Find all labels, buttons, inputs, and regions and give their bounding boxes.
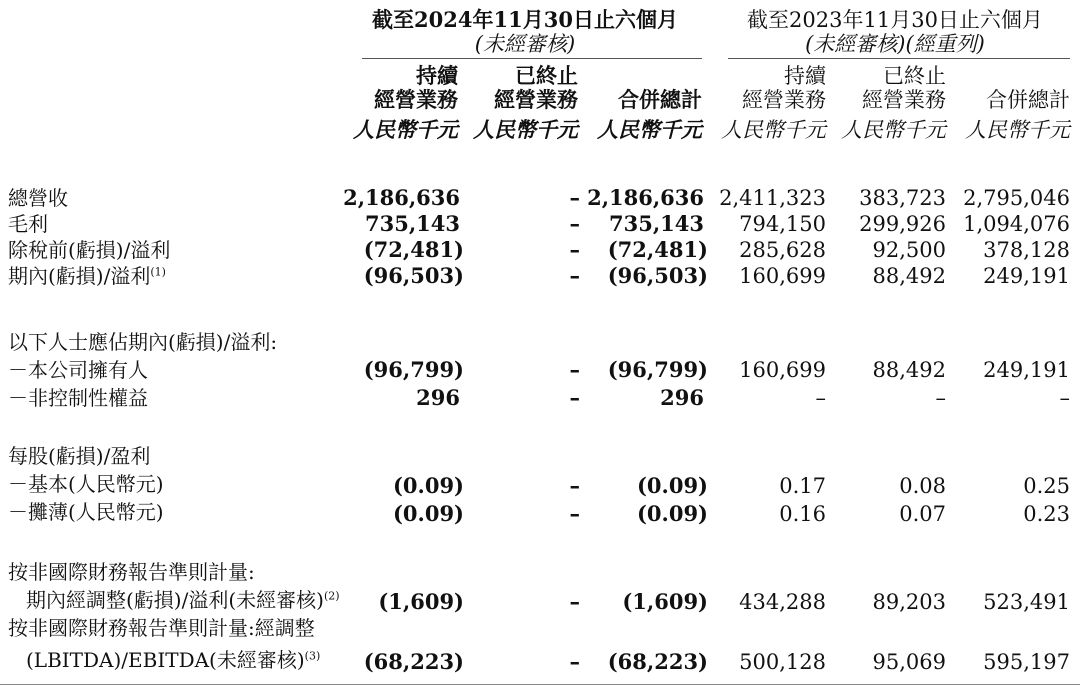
section-attributable: 以下人士應佔期內(虧損)/溢利: xyxy=(8,330,278,354)
col4-header-unit: 人民幣千元 xyxy=(721,118,826,142)
row11-c5: 89,203 xyxy=(872,590,946,614)
row6-c3: 296 xyxy=(660,385,704,410)
row5-c5: 88,492 xyxy=(872,358,946,382)
row9-c3: (0.09) xyxy=(636,501,708,526)
footnote-2: (2) xyxy=(323,589,340,603)
row3-c5: 88,492 xyxy=(872,264,946,288)
row1-c4: 794,150 xyxy=(739,212,826,236)
col2-header-line2: 經營業務 xyxy=(494,87,578,112)
period-2023-title: 截至2023年11月30日止六個月 xyxy=(747,8,1043,32)
col1-header-unit: 人民幣千元 xyxy=(353,117,458,142)
row-label-total-revenue: 總營收 xyxy=(8,186,68,210)
row0-c5: 383,723 xyxy=(859,186,946,210)
row1-c3: 735,143 xyxy=(609,211,704,236)
row2-c1: (72,481) xyxy=(363,237,464,262)
col4-header-line1: 持續 xyxy=(784,64,826,88)
period-2023-subtitle: (未經審核)(經重列) xyxy=(805,32,985,56)
row1-c1: 735,143 xyxy=(365,211,460,236)
row8-c5: 0.08 xyxy=(899,474,946,498)
row8-c6: 0.25 xyxy=(1023,474,1070,498)
row11-c3: (1,609) xyxy=(622,589,708,614)
row-label-adjusted-profit: 期內經調整(虧損)/溢利(未經審核)$^{(2)}$ xyxy=(26,588,340,612)
row2-c2: – xyxy=(569,237,580,262)
row-label-gross-profit: 毛利 xyxy=(8,212,48,236)
row6-c5: – xyxy=(935,386,946,410)
row0-c1: 2,186,636 xyxy=(343,185,460,210)
section-eps: 每股(虧損)/盈利 xyxy=(8,444,151,468)
col3-header-unit: 人民幣千元 xyxy=(597,117,702,142)
row5-c3: (96,799) xyxy=(607,357,708,382)
row8-c3: (0.09) xyxy=(636,473,708,498)
row-label-period-profit: 期內(虧損)/溢利$^{(1)}$ xyxy=(8,264,166,288)
col4-header-line2: 經營業務 xyxy=(742,88,826,112)
row8-c2: – xyxy=(569,473,580,498)
row13-c3: (68,223) xyxy=(607,649,708,674)
row-label-eps-diluted: －攤薄(人民幣元) xyxy=(8,500,164,524)
row9-c1: (0.09) xyxy=(392,501,464,526)
row6-c6: – xyxy=(1059,386,1070,410)
row3-c6: 249,191 xyxy=(983,264,1070,288)
col6-header-line2: 合併總計 xyxy=(986,88,1070,112)
row5-c2: – xyxy=(569,357,580,382)
row13-c5: 95,069 xyxy=(872,650,946,674)
row2-c3: (72,481) xyxy=(607,237,708,262)
row1-c5: 299,926 xyxy=(859,212,946,236)
row11-c1: (1,609) xyxy=(378,589,464,614)
row13-c1: (68,223) xyxy=(363,649,464,674)
row2-c5: 92,500 xyxy=(872,238,946,262)
row0-c3: 2,186,636 xyxy=(587,185,704,210)
col6-header-unit: 人民幣千元 xyxy=(965,118,1070,142)
section-non-ifrs-adjusted: 按非國際財務報告準則計量:經調整 xyxy=(8,616,315,640)
row9-c2: – xyxy=(569,501,580,526)
period-2023-rule xyxy=(728,58,1070,59)
row8-c1: (0.09) xyxy=(392,473,464,498)
row3-c1: (96,503) xyxy=(363,263,464,288)
row8-c4: 0.17 xyxy=(779,474,826,498)
row0-c2: – xyxy=(569,185,580,210)
row9-c5: 0.07 xyxy=(899,502,946,526)
row6-c1: 296 xyxy=(416,385,460,410)
row2-c6: 378,128 xyxy=(983,238,1070,262)
period-2024-title: 截至2024年11月30日止六個月 xyxy=(372,7,678,32)
row11-c2: – xyxy=(569,589,580,614)
row3-c3: (96,503) xyxy=(607,263,708,288)
col5-header-line1: 已終止 xyxy=(883,64,946,88)
col1-header-line2: 經營業務 xyxy=(374,87,458,112)
row1-c2: – xyxy=(569,211,580,236)
col5-header-unit: 人民幣千元 xyxy=(841,118,946,142)
col1-header-line1: 持續 xyxy=(416,63,458,88)
row5-c4: 160,699 xyxy=(739,358,826,382)
row13-c2: – xyxy=(569,649,580,674)
row1-c6: 1,094,076 xyxy=(963,212,1070,236)
row11-c4: 434,288 xyxy=(739,590,826,614)
col2-header-unit: 人民幣千元 xyxy=(473,117,578,142)
row-label-owners: －本公司擁有人 xyxy=(8,358,148,382)
row5-c1: (96,799) xyxy=(363,357,464,382)
row11-c6: 523,491 xyxy=(983,590,1070,614)
row-label-pretax-profit: 除稅前(虧損)/溢利 xyxy=(8,238,171,262)
row-label-eps-basic: －基本(人民幣元) xyxy=(8,472,164,496)
row9-c4: 0.16 xyxy=(779,502,826,526)
period-2024-subtitle: (未經審核) xyxy=(474,32,576,56)
section-non-ifrs: 按非國際財務報告準則計量: xyxy=(8,560,255,584)
col5-header-line2: 經營業務 xyxy=(862,88,946,112)
col2-header-line1: 已終止 xyxy=(515,63,578,88)
footnote-3: (3) xyxy=(304,649,321,663)
row5-c6: 249,191 xyxy=(983,358,1070,382)
row0-c4: 2,411,323 xyxy=(719,186,826,210)
row3-c4: 160,699 xyxy=(739,264,826,288)
row6-c2: – xyxy=(569,385,580,410)
row13-c6: 595,197 xyxy=(983,650,1070,674)
row0-c6: 2,795,046 xyxy=(963,186,1070,210)
row13-c4: 500,128 xyxy=(739,650,826,674)
row2-c4: 285,628 xyxy=(739,238,826,262)
row3-c2: – xyxy=(569,263,580,288)
row-label-ebitda: (LBITDA)/EBITDA(未經審核)$^{(3)}$ xyxy=(26,648,321,672)
row6-c4: – xyxy=(815,386,826,410)
footnote-1: (1) xyxy=(150,265,166,279)
bottom-rule xyxy=(0,684,1080,685)
row9-c6: 0.23 xyxy=(1023,502,1070,526)
row-label-non-controlling: －非控制性權益 xyxy=(8,386,148,410)
col3-header-line2: 合併總計 xyxy=(618,87,702,112)
period-2024-rule xyxy=(362,58,702,59)
